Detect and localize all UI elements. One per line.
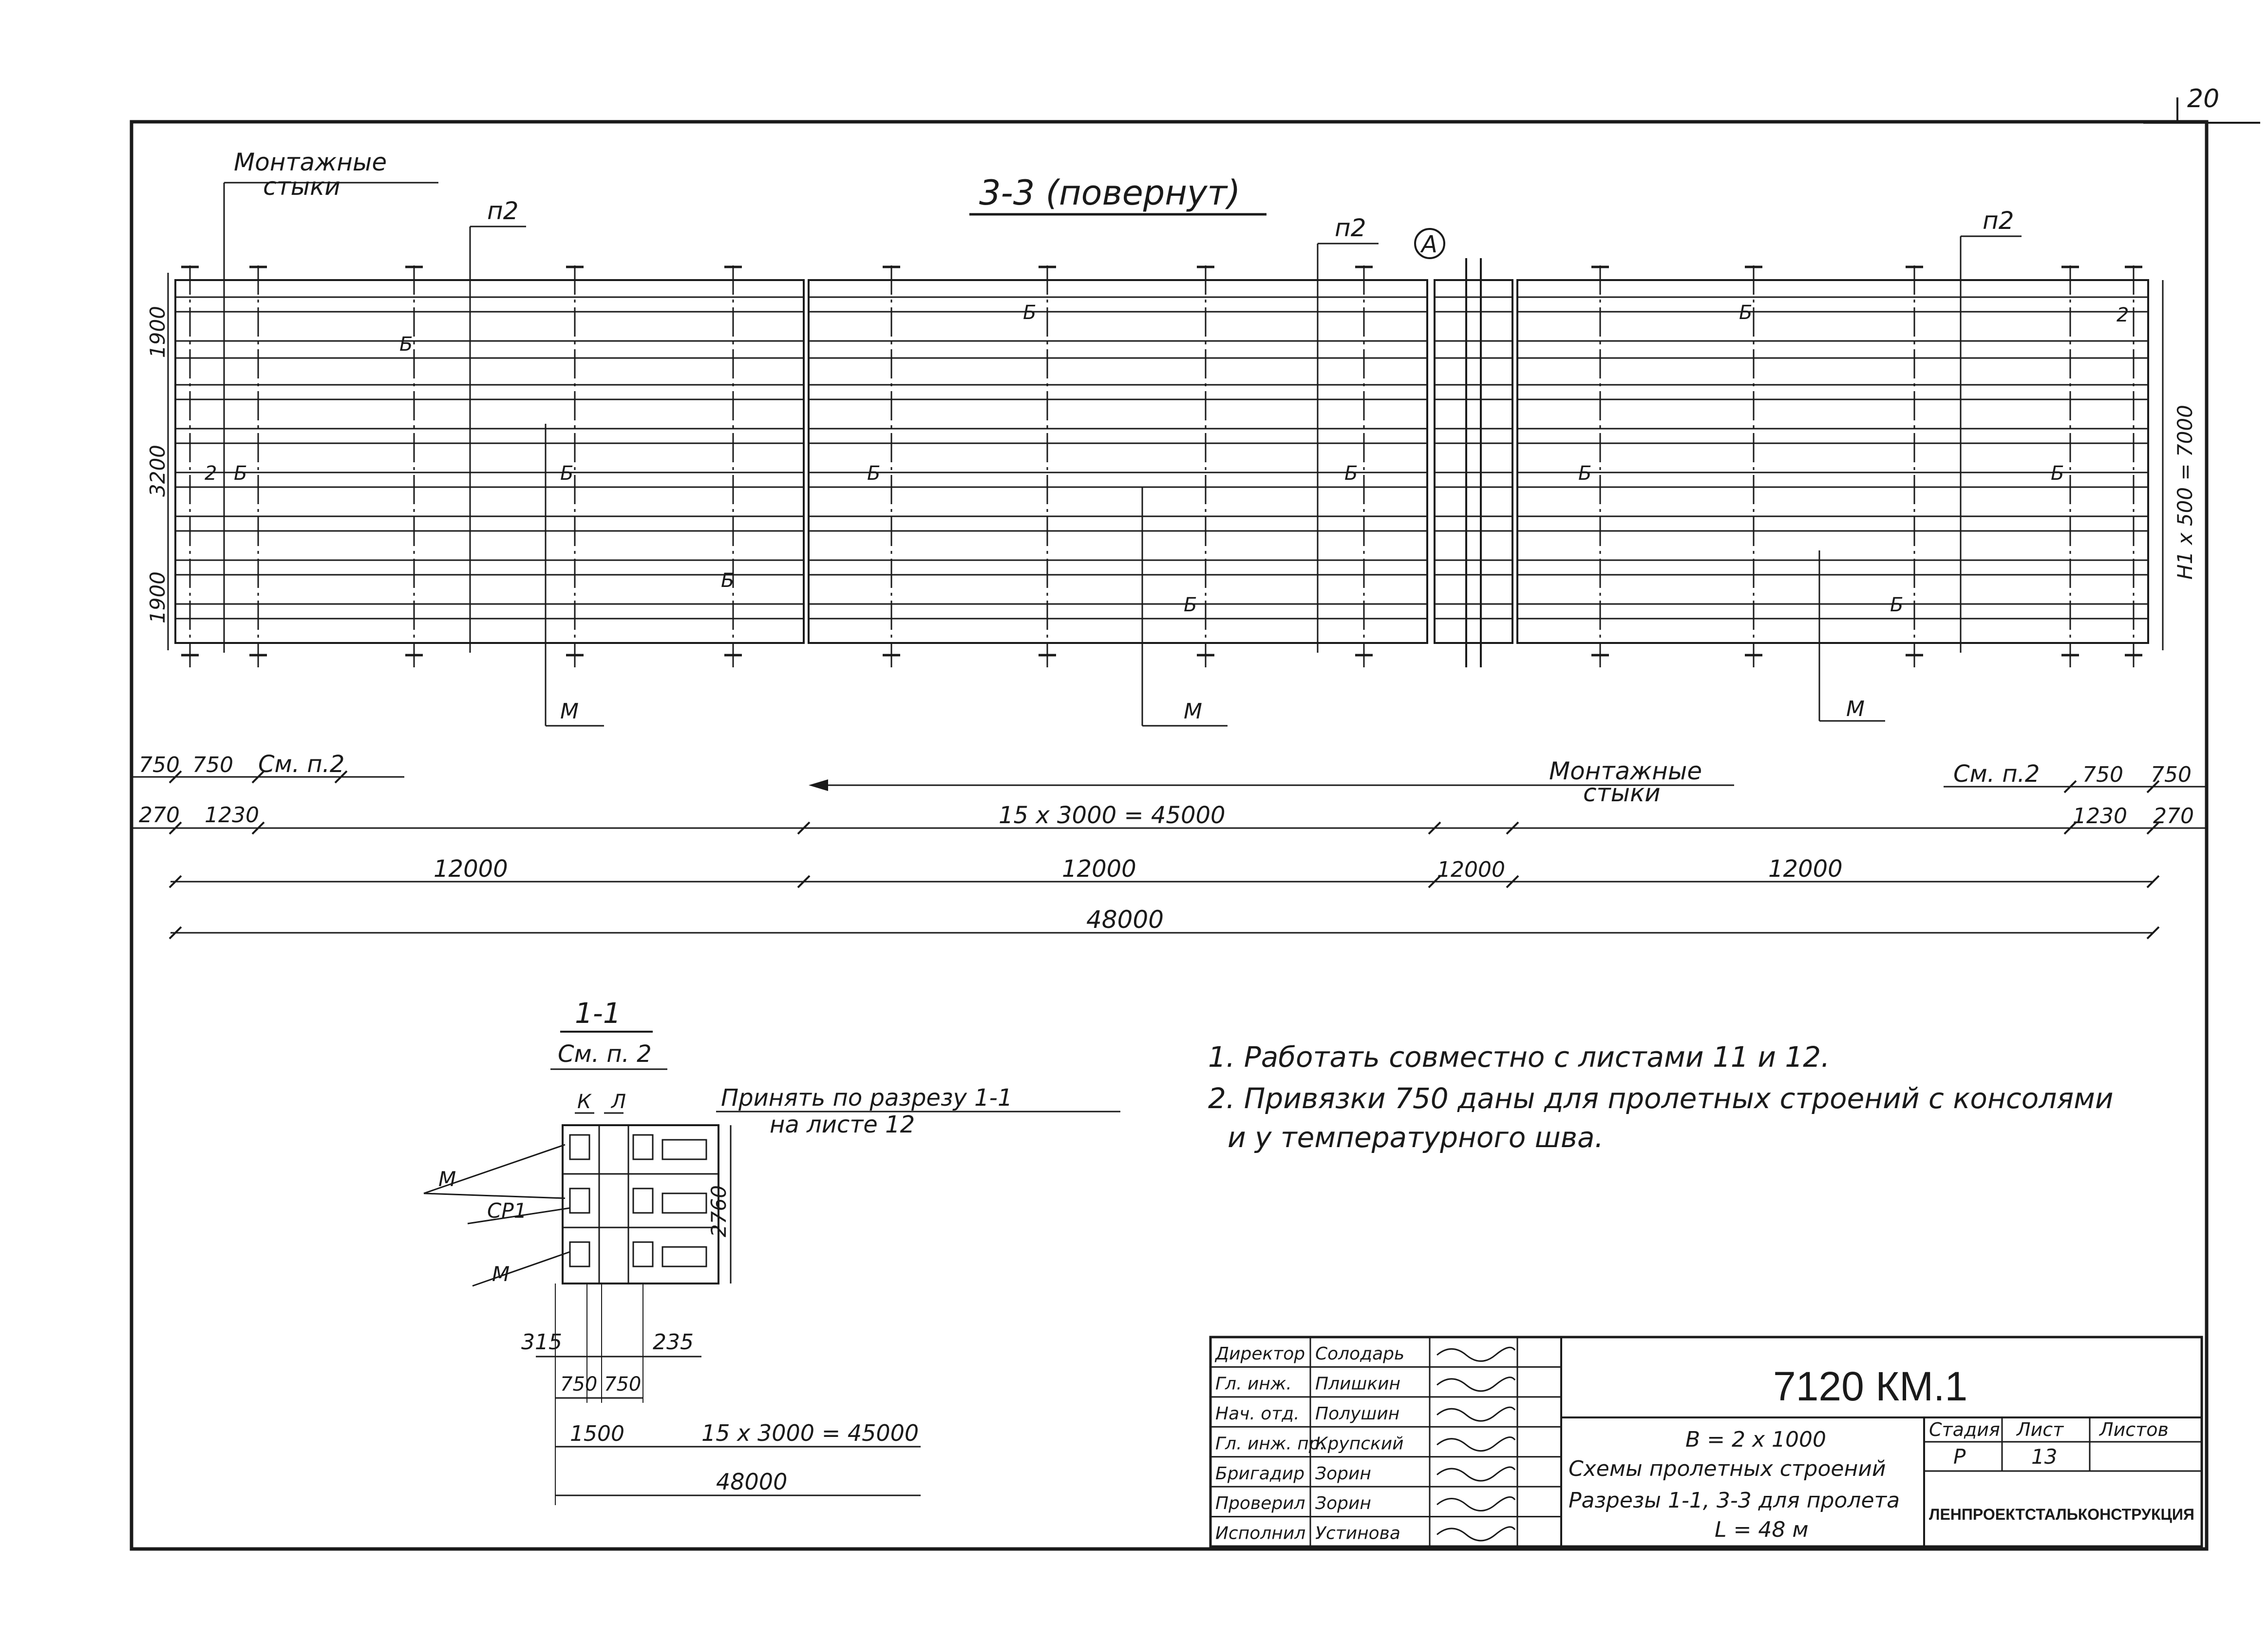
staff-name-3: Крупский bbox=[1315, 1434, 1404, 1454]
dim-row1-r2: 750 bbox=[2151, 762, 2192, 787]
sheet-value: 13 bbox=[2031, 1445, 2058, 1469]
section-3-3 bbox=[132, 148, 2207, 939]
dim-row2-l1: 270 bbox=[139, 803, 180, 828]
b-mark-8: Б bbox=[1578, 462, 1592, 485]
panel-block-2 bbox=[809, 280, 1427, 643]
sheet-corner-number: 20 bbox=[2187, 84, 2220, 113]
label-m-1: М bbox=[438, 1167, 456, 1191]
staff-role-5: Проверил bbox=[1215, 1493, 1305, 1514]
dim-750-b: 750 bbox=[604, 1373, 642, 1396]
signature-3 bbox=[1437, 1437, 1515, 1451]
staff-name-1: Плишкин bbox=[1315, 1374, 1401, 1394]
panel-block-4 bbox=[1517, 280, 2148, 643]
cross-section-cell-4 bbox=[633, 1135, 653, 1159]
panel-block-3 bbox=[1435, 280, 1512, 643]
b-mark-4: Б bbox=[234, 462, 247, 485]
note-3: и у температурного шва. bbox=[1228, 1121, 1604, 1154]
b-mark-12: Б bbox=[1890, 594, 1904, 616]
label-sp1: СР1 bbox=[487, 1199, 527, 1223]
staff-name-0: Солодарь bbox=[1315, 1344, 1405, 1364]
signature-0 bbox=[1437, 1347, 1515, 1361]
p2-label-2: п2 bbox=[1335, 214, 1366, 242]
sheets-header: Листов bbox=[2099, 1419, 2169, 1440]
label-k: К bbox=[577, 1091, 591, 1113]
b-mark-6: Б bbox=[867, 462, 881, 485]
signature-6 bbox=[1437, 1527, 1515, 1541]
mount-joints-mid-1: Монтажные bbox=[1549, 757, 1702, 785]
m-label-3: М bbox=[1846, 697, 1865, 721]
cross-section-cell-7 bbox=[662, 1140, 706, 1159]
desc-1: В = 2 х 1000 bbox=[1685, 1427, 1827, 1452]
staff-role-6: Исполнил bbox=[1215, 1523, 1306, 1544]
section-1-1 bbox=[424, 997, 1120, 1505]
dim-1500: 1500 bbox=[570, 1421, 624, 1446]
mount-joints-mid-2: стыки bbox=[1583, 779, 1661, 807]
cross-section-cell-3 bbox=[570, 1242, 589, 1266]
m-label-1: М bbox=[560, 699, 579, 724]
general-notes bbox=[1208, 1040, 2114, 1154]
label-l: Л bbox=[611, 1091, 626, 1113]
b-mark-7: Б bbox=[1344, 462, 1358, 485]
b-mark-1: Б bbox=[399, 333, 413, 356]
dim-row1-r1: 750 bbox=[2082, 762, 2123, 787]
staff-role-0: Директор bbox=[1215, 1344, 1305, 1364]
left-dim-3200: 3200 bbox=[146, 445, 170, 497]
dim-row3-2: 12000 bbox=[1062, 855, 1136, 883]
section-1-1-note-1: Принять по разрезу 1-1 bbox=[721, 1084, 1013, 1112]
sheet-frame bbox=[132, 122, 2207, 1549]
dim-row1-note-left: См. п.2 bbox=[258, 751, 345, 778]
b-mark-5: Б bbox=[560, 462, 574, 485]
cross-section-cell-1 bbox=[570, 1135, 589, 1159]
doc-code: 7120 КМ.1 bbox=[1773, 1363, 1968, 1409]
height-dim-text: 2760 bbox=[707, 1185, 731, 1237]
staff-name-6: Устинова bbox=[1315, 1523, 1400, 1544]
staff-role-4: Бригадир bbox=[1215, 1463, 1305, 1484]
panel-block-1 bbox=[175, 280, 804, 643]
dim-row2-r2: 270 bbox=[2153, 804, 2194, 829]
m-leader-b bbox=[424, 1193, 565, 1198]
staff-role-2: Нач. отд. bbox=[1215, 1403, 1300, 1424]
signature-1 bbox=[1437, 1378, 1515, 1391]
section-1-1-subtitle: См. п. 2 bbox=[558, 1040, 652, 1068]
desc-3: Разрезы 1-1, 3-3 для пролета bbox=[1569, 1488, 1900, 1513]
signature-5 bbox=[1437, 1497, 1515, 1510]
title-block bbox=[1210, 1337, 2202, 1547]
cross-section-cell-6 bbox=[633, 1242, 653, 1266]
cross-section-body bbox=[563, 1125, 718, 1283]
b-mark-11: Б bbox=[1184, 594, 1197, 616]
right-dim-text: Н1 х 500 = 7000 bbox=[2173, 405, 2197, 580]
cross-section-cell-8 bbox=[662, 1193, 706, 1213]
dim-row2-r1: 1230 bbox=[2073, 804, 2127, 829]
note-1: 1. Работать совместно с листами 11 и 12. bbox=[1208, 1040, 1830, 1074]
dimension-ticks bbox=[170, 771, 2159, 939]
note-2: 2. Привязки 750 даны для пролетных строений с консолями bbox=[1208, 1082, 2114, 1115]
cross-section-cell-2 bbox=[570, 1189, 589, 1213]
org-name: ЛЕНПРОЕКТСТАЛЬКОНСТРУКЦИЯ bbox=[1929, 1506, 2194, 1523]
cross-beam-posts bbox=[181, 265, 2142, 667]
staff-name-5: Зорин bbox=[1315, 1493, 1371, 1514]
staff-rows bbox=[1210, 1344, 1561, 1544]
axis-mark-letter: А bbox=[1421, 231, 1437, 258]
section-1-1-note-2: на листе 12 bbox=[770, 1111, 915, 1138]
dim-750-a: 750 bbox=[560, 1373, 598, 1396]
staff-name-4: Зорин bbox=[1315, 1463, 1371, 1484]
dim-235: 235 bbox=[653, 1330, 694, 1355]
mount-joints-top-1: Монтажные bbox=[234, 148, 387, 176]
num-mark-1: 2 bbox=[205, 462, 217, 485]
p2-label-3: п2 bbox=[1983, 207, 2014, 235]
b-mark-9: Б bbox=[2051, 462, 2064, 485]
section-1-1-title: 1-1 bbox=[575, 997, 621, 1030]
dim-row1-note-right: См. п.2 bbox=[1953, 760, 2040, 788]
dim-315: 315 bbox=[521, 1330, 562, 1355]
b-mark-3: Б bbox=[1739, 302, 1753, 324]
cross-section-cell-5 bbox=[633, 1189, 653, 1213]
mount-joints-top-2: стыки bbox=[263, 172, 340, 201]
dim-row1-l1: 750 bbox=[139, 753, 180, 777]
dim-total-text: 48000 bbox=[1086, 906, 1164, 934]
dim-row3-3: 12000 bbox=[1437, 857, 1505, 882]
sheet-header: Лист bbox=[2017, 1419, 2064, 1440]
m-leader-c bbox=[472, 1252, 570, 1286]
p2-label-1: п2 bbox=[487, 197, 519, 225]
signature-2 bbox=[1437, 1407, 1515, 1421]
signature-4 bbox=[1437, 1467, 1515, 1481]
desc-2: Схемы пролетных строений bbox=[1569, 1456, 1886, 1481]
desc-4: L = 48 м bbox=[1715, 1517, 1809, 1542]
staff-role-3: Гл. инж. пр. bbox=[1215, 1434, 1326, 1454]
stage-header: Стадия bbox=[1929, 1419, 2000, 1440]
dim-row2-l2: 1230 bbox=[205, 803, 259, 828]
cross-section-cell-9 bbox=[662, 1247, 706, 1266]
stage-value: Р bbox=[1953, 1445, 1966, 1469]
m-label-2: М bbox=[1184, 699, 1202, 724]
left-dim-1900-top: 1900 bbox=[146, 306, 170, 358]
mount-joints-mid-arrowhead bbox=[809, 779, 828, 791]
left-dim-1900-bottom: 1900 bbox=[146, 571, 170, 623]
num-mark-2: 2 bbox=[2117, 304, 2129, 326]
dim-total-11: 48000 bbox=[716, 1469, 788, 1495]
dim-row3-1: 12000 bbox=[434, 855, 508, 883]
label-m-2: М bbox=[492, 1262, 510, 1286]
b-mark-2: Б bbox=[1023, 302, 1037, 324]
stringer-lines bbox=[175, 297, 2148, 619]
b-mark-10: Б bbox=[721, 569, 735, 592]
section-3-3-title: 3-3 (повернут) bbox=[979, 173, 1241, 213]
dim-span: 15 х 3000 = 45000 bbox=[701, 1420, 919, 1446]
staff-name-2: Полушин bbox=[1315, 1403, 1400, 1424]
dim-row3-4: 12000 bbox=[1768, 855, 1843, 883]
dim-row1-l2: 750 bbox=[192, 753, 233, 777]
dim-row2-mid: 15 х 3000 = 45000 bbox=[999, 802, 1226, 829]
staff-role-1: Гл. инж. bbox=[1215, 1374, 1292, 1394]
